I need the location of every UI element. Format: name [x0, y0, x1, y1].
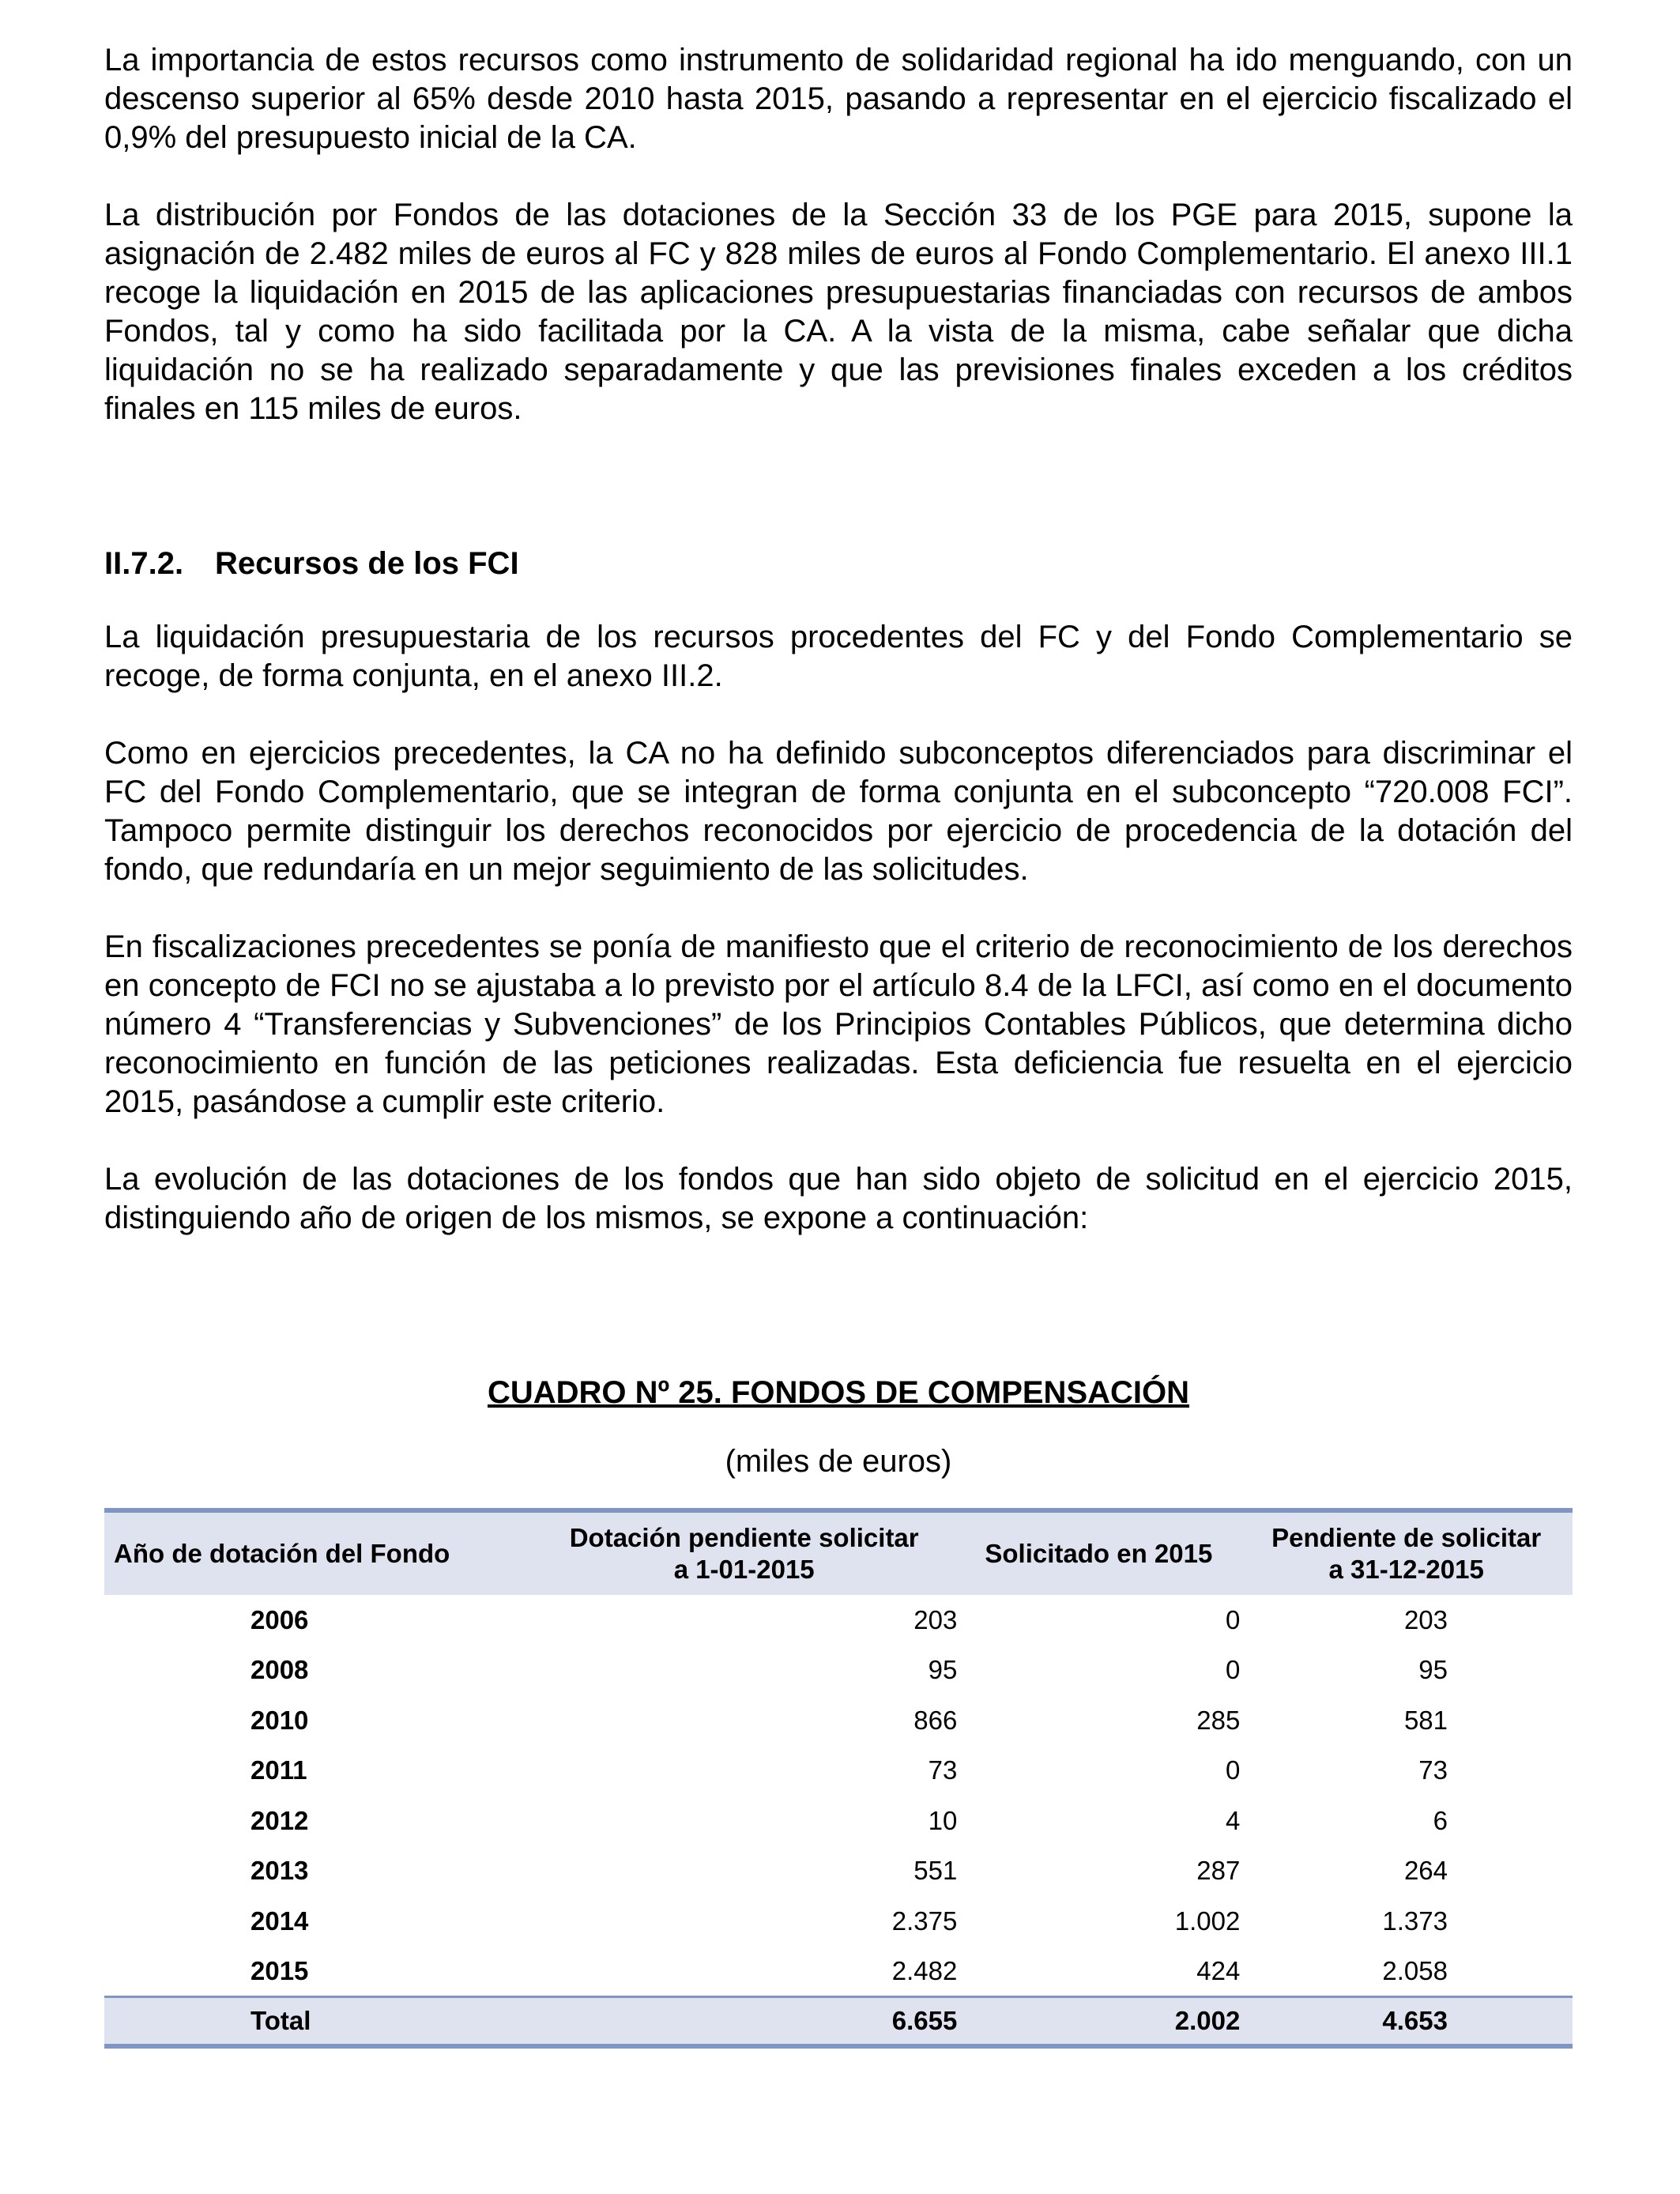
header-ano-dotacion: Año de dotación del Fondo: [114, 1539, 450, 1568]
table-row: [104, 1947, 1573, 1997]
cell-solicitado: 285: [1196, 1705, 1241, 1735]
paragraph-distribucion: La distribución por Fondos de las dotaciones de la Sección 33 de los PGE para 2015, supone la asignación de 2.482 miles de euros al FC y 828 miles de euros al Fondo Complementario. El anexo III.1 recoge la liquidación en 2015 de las aplicaciones presupuestarias financiadas con recursos de ambos Fondos, tal y como ha sido facilitada por la CA. A la vista de la misma, cabe señalar que dicha liquidación no se ha realizado separadamente y que las previsiones finales exceden a los créditos finales en 115 miles de euros.: [104, 198, 1573, 426]
cell-total-dotacion: 6.655: [891, 2005, 958, 2035]
cell-pendiente: 203: [1403, 1604, 1448, 1634]
paragraph-fiscalizaciones: En fiscalizaciones precedentes se ponía de manifiesto que el criterio de reconocimiento de los derechos en concepto de FCI no se ajustaba a lo previsto por el artículo 8.4 de la LFCI, así como en el documento número 4 “Transferencias y Subvenciones” de los Principios Contables Públicos, que determina dicho reconocimiento en función de las peticiones realizadas. Esta deficiencia fue resuelta en el ejercicio 2015, pasándose a cumplir este criterio.: [104, 929, 1573, 1119]
cell-pendiente: 6: [1433, 1805, 1448, 1835]
cell-solicitado: 0: [1226, 1655, 1241, 1685]
header-solicitado: Solicitado en 2015: [985, 1539, 1213, 1568]
cell-dotacion: 2.375: [891, 1906, 958, 1936]
cell-total-label: Total: [250, 2005, 311, 2035]
table-row: [104, 1896, 1573, 1947]
cell-solicitado: 1.002: [1174, 1906, 1241, 1936]
table-row: [104, 1846, 1573, 1897]
table-header-row: [104, 1510, 1573, 1595]
table-row: [104, 1746, 1573, 1796]
table-row: [104, 1595, 1573, 1646]
cell-solicitado: 287: [1196, 1856, 1241, 1886]
paragraph-importancia: La importancia de estos recursos como instrumento de solidaridad regional ha ido menguando, con un descenso superior al 65% desde 2010 hasta 2015, pasando a representar en el ejercicio fiscalizado el 0,9% del presupuesto inicial de la CA.: [104, 43, 1573, 155]
cell-year: 2015: [250, 1955, 309, 1985]
cell-dotacion: 551: [913, 1856, 958, 1886]
table-title: CUADRO Nº 25. FONDOS DE COMPENSACIÓN: [487, 1375, 1190, 1410]
cell-pendiente: 581: [1403, 1705, 1448, 1735]
fondos-compensacion-table: [104, 1508, 1573, 2049]
cell-year: 2006: [250, 1604, 309, 1634]
cell-total-pendiente: 4.653: [1382, 2005, 1448, 2035]
header-pendiente-solicitar: [1240, 1510, 1573, 1595]
paragraph-liquidacion: La liquidación presupuestaria de los recursos procedentes del FC y del Fondo Complementario se recoge, de forma conjunta, en el anexo III.2.: [104, 620, 1573, 693]
paragraph-evolucion: La evolución de las dotaciones de los fondos que han sido objeto de solicitud en el ejercicio 2015, distinguiendo año de origen de los mismos, se expone a continuación:: [104, 1162, 1573, 1235]
cell-year: 2013: [250, 1856, 309, 1886]
header-pendiente-line1: Pendiente de solicitar: [1271, 1523, 1542, 1552]
cell-dotacion: 95: [928, 1655, 958, 1685]
cell-pendiente: 2.058: [1382, 1955, 1448, 1985]
table-subtitle: (miles de euros): [725, 1444, 952, 1479]
table-row: [104, 1695, 1573, 1746]
cell-dotacion: 2.482: [891, 1955, 958, 1985]
cell-solicitado: 424: [1196, 1955, 1241, 1985]
document-page: [104, 41, 1573, 2049]
cell-solicitado: 0: [1226, 1604, 1241, 1634]
cell-year: 2012: [250, 1805, 309, 1835]
header-dotacion-line1: Dotación pendiente solicitar: [569, 1523, 919, 1552]
cell-pendiente: 95: [1418, 1655, 1448, 1685]
cell-dotacion: 203: [913, 1604, 958, 1634]
cell-dotacion: 73: [928, 1755, 958, 1785]
section-heading: [104, 545, 1573, 583]
cell-pendiente: 73: [1418, 1755, 1448, 1785]
cell-year: 2011: [250, 1755, 307, 1785]
header-dotacion-line2: a 1-01-2015: [673, 1555, 815, 1584]
table-total-row: [104, 1996, 1573, 2046]
header-dotacion-pendiente: [531, 1510, 957, 1595]
section-title: Recursos de los FCI: [215, 546, 519, 581]
cell-solicitado: 4: [1226, 1805, 1241, 1835]
cell-year: 2008: [250, 1655, 309, 1685]
section-number: II.7.2.: [104, 546, 184, 581]
table-row: [104, 1796, 1573, 1846]
cell-pendiente: 264: [1403, 1856, 1448, 1886]
cell-dotacion: 866: [913, 1705, 958, 1735]
cell-solicitado: 0: [1226, 1755, 1241, 1785]
table-row: [104, 1646, 1573, 1696]
cell-total-solicitado: 2.002: [1174, 2005, 1241, 2035]
cell-pendiente: 1.373: [1382, 1906, 1448, 1936]
cell-year: 2010: [250, 1705, 309, 1735]
header-pendiente-line2: a 31-12-2015: [1328, 1555, 1484, 1584]
cell-dotacion: 10: [928, 1805, 958, 1835]
cell-year: 2014: [250, 1906, 309, 1936]
paragraph-ejercicios-precedentes: Como en ejercicios precedentes, la CA no ha definido subconceptos diferenciados para discriminar el FC del Fondo Complementario, que se integran de forma conjunta en el subconcepto “720.008 FCI”. Tampoco permite distinguir los derechos reconocidos por ejercicio de procedencia de la dotación del fondo, que redundaría en un mejor seguimiento de las solicitudes.: [104, 736, 1573, 887]
